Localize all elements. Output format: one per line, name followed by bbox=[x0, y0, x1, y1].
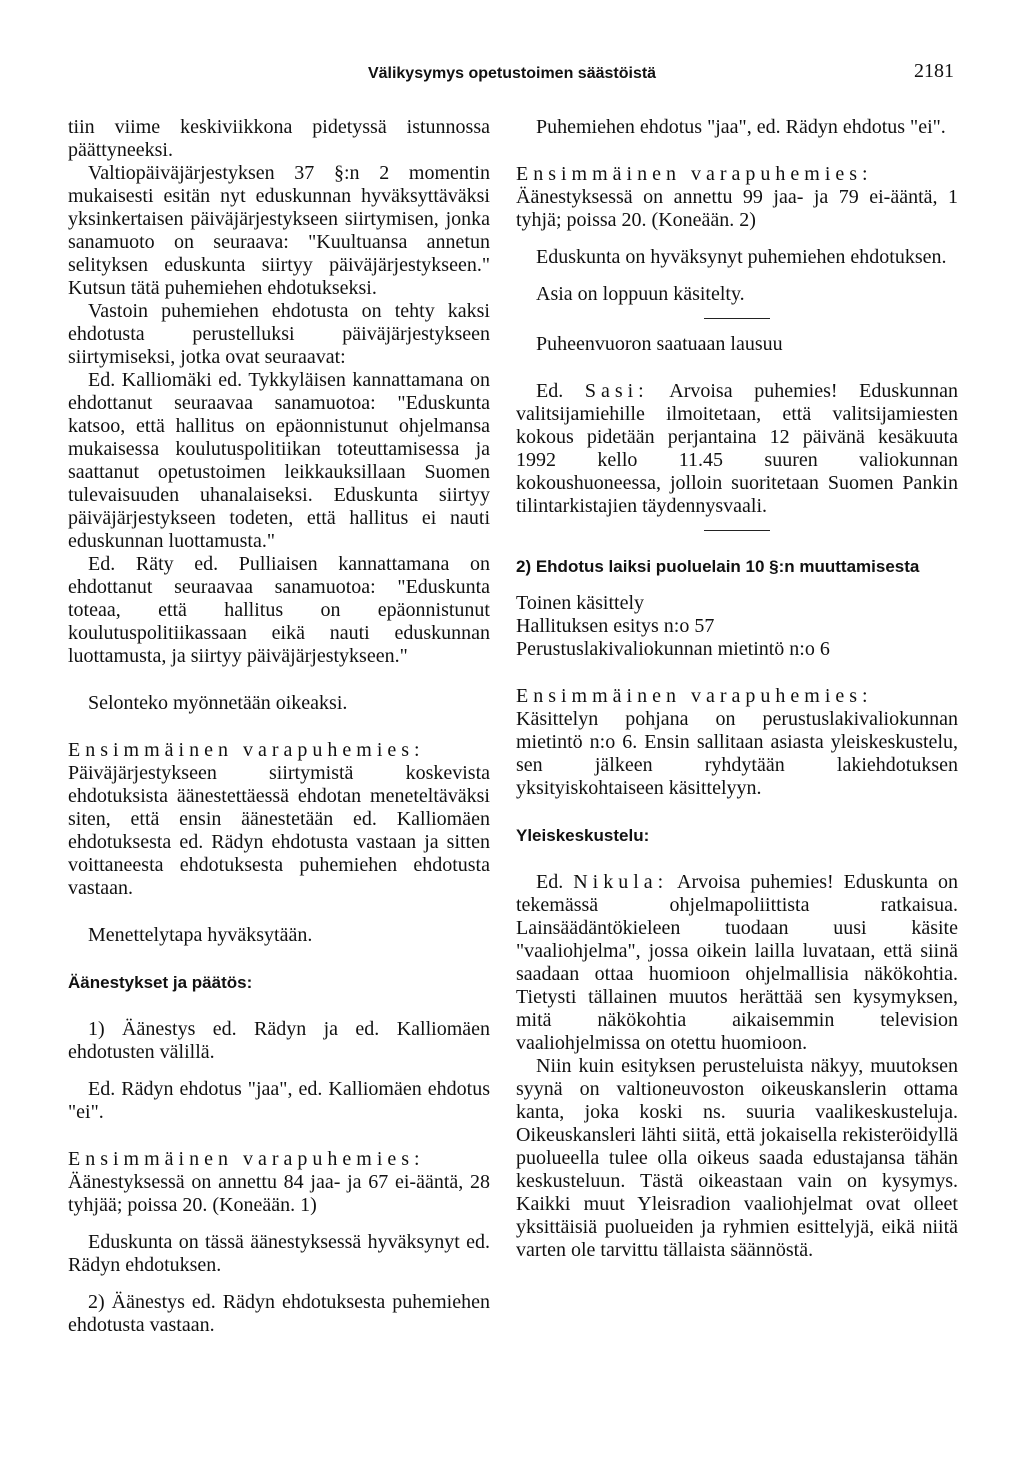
paragraph: Päiväjärjestykseen siirtymistä koskevista ehdotuksista äänestettäessä ehdotan meneteltäväksi siten, että ensin äänestetään ed. Kalliomäen ehdotuksesta ed. Rädyn ehdotusta vastaan ja sitten voittaneesta ehdotuksesta puhemiehen ehdotusta vastaan. bbox=[68, 762, 490, 899]
paragraph: Valtiopäiväjärjestyksen 37 §:n 2 momentin mukaisesti esitän nyt eduskunnan hyväksyttäväksi yksinkertaisen päiväjärjestykseen siirtymisen, jonka sanamuoto on seuraava: "Kuultuansa annetun selityksen eduskunta siirtyy päiväjärjestykseen." Kutsun tätä puhemiehen ehdotukseksi. bbox=[68, 162, 490, 299]
divider bbox=[704, 318, 770, 319]
paragraph: Äänestyksessä on annettu 84 jaa- ja 67 ei-ääntä, 28 tyhjää; poissa 20. (Koneään. 1) bbox=[68, 1171, 490, 1216]
speaker-label: Ensimmäinen varapuhemies: bbox=[516, 163, 873, 185]
paragraph: Selonteko myönnetään oikeaksi. bbox=[88, 692, 348, 714]
speech-text: Arvoisa puhemies! Eduskunta on tekemässä ohjelmapoliittista ratkaisua. Lainsäädäntökieleen tuodaan uusi käsite "vaaliohjelma", jossa oikein lailla luvataan, että siinä saadaan ottaa huomioon ohjelmallisia näkökohtia. Tietysti tällainen muutos herättää sen kysymyksen, mitä näkökohtia aikaisemmin television vaaliohjelmissa on otettu huomioon. bbox=[516, 871, 958, 1054]
divider bbox=[704, 530, 770, 531]
paragraph: Ed. Rädyn ehdotus "jaa", ed. Kalliomäen ehdotus "ei". bbox=[68, 1078, 490, 1123]
left-column bbox=[68, 116, 490, 1337]
paragraph: Eduskunta on tässä äänestyksessä hyväksynyt ed. Rädyn ehdotuksen. bbox=[68, 1231, 490, 1276]
paragraph: Käsittelyn pohjana on perustuslakivaliokunnan mietintö n:o 6. Ensin sallitaan asiasta yleiskeskustelu, sen jälkeen ryhdytään lakiehdotuksen yksityiskohtaiseen käsittelyyn. bbox=[516, 708, 958, 799]
paragraph: Puheenvuoron saatuaan lausuu bbox=[536, 333, 783, 355]
speaker-name: Nikula: bbox=[573, 871, 669, 893]
paragraph: Ed. Räty ed. Pulliaisen kannattamana on ehdottanut seuraavaa sanamuotoa: "Eduskunta toteaa, että hallitus on epäonnistunut koulutuspolitiikassaan eikä nauti eduskunnan luottamusta, ja siirtyy päiväjärjestykseen." bbox=[68, 553, 490, 667]
running-title: Välikysymys opetustoimen säästöistä bbox=[367, 65, 657, 82]
paragraph: Äänestyksessä on annettu 99 jaa- ja 79 ei-ääntä, 1 tyhjä; poissa 20. (Koneään. 2) bbox=[516, 186, 958, 231]
paragraph: Eduskunta on hyväksynyt puhemiehen ehdotuksen. bbox=[536, 246, 947, 268]
agenda-line: Toinen käsittely bbox=[516, 592, 645, 614]
page-number: 2181 bbox=[914, 60, 954, 82]
speaker-label: Ensimmäinen varapuhemies: bbox=[68, 739, 425, 761]
paragraph: Niin kuin esityksen perusteluista näkyy, muutoksen syynä on valtioneuvoston oikeuskanslerin ottama kanta, joka koski ns. suuria vaalikeskusteluja. Oikeuskansleri lähti siitä, että jokaisella rekisteröidyllä puolueella tulee olla oikeus saada edustajansa tähän keskusteluun. Tästä oikeastaan vain on kysymys. Kaikki muut Yleisradion vaaliohjelmat ovat olleet yksittäisiä puolueiden ja ryhmien esittelyjä, eikä niitä varten ole tarvittu tällaista säännöstä. bbox=[516, 1055, 958, 1261]
section-heading: Yleiskeskustelu: bbox=[516, 826, 650, 845]
speaker-prefix: Ed. bbox=[536, 871, 564, 893]
speaker-label: Ensimmäinen varapuhemies: bbox=[516, 685, 873, 707]
paragraph: Menettelytapa hyväksytään. bbox=[88, 924, 313, 946]
section-heading: Äänestykset ja päätös: bbox=[68, 973, 253, 992]
paragraph: Puhemiehen ehdotus "jaa", ed. Rädyn ehdotus "ei". bbox=[536, 116, 946, 138]
paragraph: tiin viime keskiviikkona pidetyssä istunnossa päättyneeksi. bbox=[68, 116, 490, 161]
speaker-label: Ensimmäinen varapuhemies: bbox=[68, 1148, 425, 1170]
paragraph: Ed. Kalliomäki ed. Tykkyläisen kannattamana on ehdottanut seuraavaa sanamuotoa: "Eduskunta katsoo, että hallitus on epäonnistunut ohjelmansa mukaisessa koulutuspolitiikan toteuttamisessa ja saattanut opetustoimen leikkauksillaan Suomen tulevaisuuden uhanalaiseksi. Eduskunta siirtyy päiväjärjestykseen todeten, että hallitus ei nauti eduskunnan luottamusta." bbox=[68, 369, 490, 552]
agenda-line: Perustuslakivaliokunnan mietintö n:o 6 bbox=[516, 638, 830, 660]
speaker-prefix: Ed. bbox=[536, 380, 564, 402]
speaker-name: Sasi: bbox=[584, 380, 649, 402]
paragraph: Vastoin puhemiehen ehdotusta on tehty kaksi ehdotusta perustelluksi päiväjärjestykseen siirtymiseksi, jotka ovat seuraavat: bbox=[68, 300, 490, 368]
paragraph: 1) Äänestys ed. Rädyn ja ed. Kalliomäen ehdotusten välillä. bbox=[68, 1018, 490, 1063]
paragraph bbox=[516, 871, 958, 1055]
agenda-line: Hallituksen esitys n:o 57 bbox=[516, 615, 715, 637]
section-heading: 2) Ehdotus laiksi puoluelain 10 §:n muuttamisesta bbox=[516, 557, 920, 576]
paragraph: 2) Äänestys ed. Rädyn ehdotuksesta puhemiehen ehdotusta vastaan. bbox=[68, 1291, 490, 1336]
speech-text: Arvoisa puhemies! Eduskunnan valitsijamiehille ilmoitetaan, että valitsijamiesten kokous pidetään perjantaina 12 päivänä kesäkuuta 1992 kello 11.45 suuren valiokunnan kokoushuoneessa, jolloin suoritetaan Suomen Pankin tilintarkistajien täydennysvaali. bbox=[516, 380, 958, 517]
paragraph bbox=[516, 380, 958, 518]
paragraph: Asia on loppuun käsitelty. bbox=[536, 283, 745, 305]
right-column bbox=[516, 116, 958, 1262]
